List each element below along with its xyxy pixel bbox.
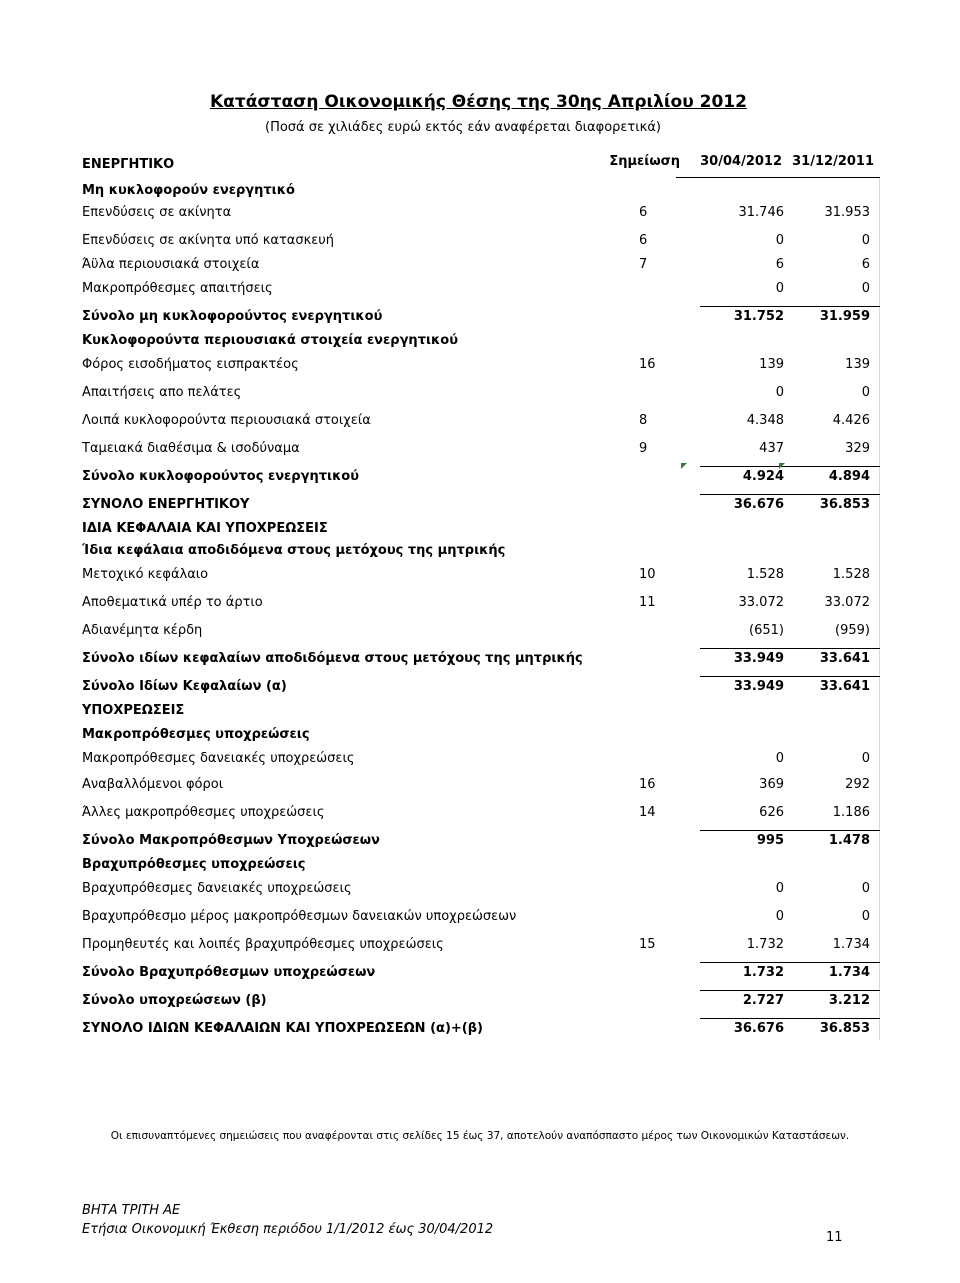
row-label: Βραχυπρόθεσμες δανειακές υποχρεώσεις — [82, 881, 352, 896]
row-note: 11 — [639, 595, 656, 610]
table-row — [82, 439, 880, 459]
row-label: ΣΥΝΟΛΟ ΕΝΕΡΓΗΤΙΚΟΥ — [82, 497, 250, 512]
row-note: 7 — [639, 257, 648, 272]
table-row — [82, 181, 880, 201]
row-label: Ίδια κεφάλαια αποδιδόμενα στους μετόχους της μητρικής — [82, 543, 506, 558]
row-note: 6 — [639, 205, 648, 220]
table-row — [82, 677, 880, 697]
row-label: Άϋλα περιουσιακά στοιχεία — [82, 257, 260, 272]
table-row — [82, 855, 880, 875]
table-row — [82, 383, 880, 403]
row-label: Μη κυκλοφορούν ενεργητικό — [82, 183, 295, 198]
footer-company: ΒΗΤΑ ΤΡΙΤΗ ΑΕ — [82, 1203, 181, 1218]
row-value-prior: 1.528 — [832, 567, 870, 582]
row-value-current: 2.727 — [742, 993, 784, 1008]
row-label: Προμηθευτές και λοιπές βραχυπρόθεσμες υποχρεώσεις — [82, 937, 444, 952]
row-label: Βραχυπρόθεσμο μέρος μακροπρόθεσμων δανειακών υποχρεώσεων — [82, 909, 517, 924]
footer-report-title: Ετήσια Οικονομική Έκθεση περιόδου 1/1/2012 έως 30/04/2012 — [82, 1222, 494, 1237]
row-label: Επενδύσεις σε ακίνητα — [82, 205, 232, 220]
row-label: Κυκλοφορούντα περιουσιακά στοιχεία ενεργητικού — [82, 333, 458, 348]
row-value-prior: 0 — [861, 909, 870, 924]
row-value-prior: 4.894 — [828, 469, 870, 484]
row-label: Αναβαλλόμενοι φόροι — [82, 777, 224, 792]
table-row — [82, 907, 880, 927]
table-row — [82, 701, 880, 721]
row-value-prior: 1.478 — [828, 833, 870, 848]
table-row — [82, 355, 880, 375]
table-row — [82, 255, 880, 275]
row-value-prior: 329 — [845, 441, 870, 456]
comment-marker-icon — [779, 463, 785, 469]
row-note: 8 — [639, 413, 648, 428]
table-row — [82, 467, 880, 487]
row-label: Σύνολο Ιδίων Κεφαλαίων (α) — [82, 679, 287, 694]
row-label: Άλλες μακροπρόθεσμες υποχρεώσεις — [82, 805, 325, 820]
footnote: Οι επισυναπτόμενες σημειώσεις που αναφέρονται στις σελίδες 15 έως 37, αποτελούν αναπόσπαστο μέρος των Οικονομικών Καταστάσεων. — [110, 1130, 850, 1142]
date-column-header-current: 30/04/2012 — [700, 154, 782, 169]
page-title: Κατάσταση Οικονομικής Θέσης της 30ης Απριλίου 2012 — [210, 92, 747, 112]
row-note: 14 — [639, 805, 656, 820]
row-label: ΙΔΙΑ ΚΕΦΑΛΑΙΑ ΚΑΙ ΥΠΟΧΡΕΩΣΕΙΣ — [82, 521, 328, 536]
row-value-current: 139 — [759, 357, 784, 372]
row-value-current: 1.732 — [746, 937, 784, 952]
table-row — [82, 775, 880, 795]
row-value-current: 0 — [775, 281, 784, 296]
row-value-prior: 31.953 — [824, 205, 870, 220]
table-row — [82, 203, 880, 223]
row-value-current: 36.676 — [733, 1021, 784, 1036]
row-note: 16 — [639, 777, 656, 792]
row-label: Σύνολο Μακροπρόθεσμων Υποχρεώσεων — [82, 833, 380, 848]
row-value-prior: 36.853 — [819, 497, 870, 512]
row-value-prior: 33.072 — [824, 595, 870, 610]
row-label: Σύνολο κυκλοφορούντος ενεργητικού — [82, 469, 360, 484]
row-value-current: 33.949 — [733, 651, 784, 666]
row-value-current: 369 — [759, 777, 784, 792]
table-row — [82, 565, 880, 585]
row-value-prior: 0 — [861, 233, 870, 248]
table-row — [82, 879, 880, 899]
date-column-header-prior: 31/12/2011 — [792, 154, 874, 169]
row-value-prior: 33.641 — [819, 651, 870, 666]
row-label: Μετοχικό κεφάλαιο — [82, 567, 209, 582]
row-note: 15 — [639, 937, 656, 952]
table-row — [82, 803, 880, 823]
row-value-prior: 33.641 — [819, 679, 870, 694]
row-value-prior: 0 — [861, 881, 870, 896]
row-label: Αποθεματικά υπέρ το άρτιο — [82, 595, 263, 610]
row-value-prior: 36.853 — [819, 1021, 870, 1036]
row-label: Λοιπά κυκλοφορούντα περιουσιακά στοιχεία — [82, 413, 371, 428]
row-value-prior: 1.734 — [828, 965, 870, 980]
row-value-prior: 0 — [861, 751, 870, 766]
row-value-current: 0 — [775, 233, 784, 248]
table-row — [82, 593, 880, 613]
row-value-current: 0 — [775, 751, 784, 766]
row-label: Μακροπρόθεσμες υποχρεώσεις — [82, 727, 310, 742]
row-label: Μακροπρόθεσμες απαιτήσεις — [82, 281, 273, 296]
row-value-current: 4.348 — [746, 413, 784, 428]
row-note: 9 — [639, 441, 648, 456]
note-column-header: Σημείωση — [609, 154, 680, 169]
row-value-prior: 1.734 — [832, 937, 870, 952]
table-row — [82, 411, 880, 431]
table-row — [82, 963, 880, 983]
row-value-prior: 292 — [845, 777, 870, 792]
row-value-prior: 31.959 — [819, 309, 870, 324]
row-value-current: 626 — [759, 805, 784, 820]
table-row — [82, 725, 880, 745]
row-value-prior: 1.186 — [832, 805, 870, 820]
table-row — [82, 831, 880, 851]
row-value-prior: 0 — [861, 385, 870, 400]
row-value-current: (651) — [749, 623, 784, 638]
row-value-current: 4.924 — [742, 469, 784, 484]
table-row — [82, 231, 880, 251]
row-label: Σύνολο μη κυκλοφορούντος ενεργητικού — [82, 309, 383, 324]
row-value-current: 0 — [775, 909, 784, 924]
page-number: 11 — [826, 1230, 843, 1245]
table-row — [82, 991, 880, 1011]
row-label: Σύνολο ιδίων κεφαλαίων αποδιδόμενα στους μετόχους της μητρικής — [82, 651, 583, 666]
row-value-current: 0 — [775, 881, 784, 896]
row-value-current: 36.676 — [733, 497, 784, 512]
row-label: Βραχυπρόθεσμες υποχρεώσεις — [82, 857, 306, 872]
table-row — [82, 749, 880, 769]
table-row — [82, 519, 880, 539]
row-value-current: 0 — [775, 385, 784, 400]
table-row — [82, 935, 880, 955]
row-value-current: 31.752 — [733, 309, 784, 324]
row-value-current: 31.746 — [738, 205, 784, 220]
table-row — [82, 541, 880, 561]
row-label: Σύνολο υποχρεώσεων (β) — [82, 993, 267, 1008]
table-row — [82, 307, 880, 327]
row-value-current: 33.072 — [738, 595, 784, 610]
row-label: Ταμειακά διαθέσιμα & ισοδύναμα — [82, 441, 300, 456]
row-value-prior: (959) — [835, 623, 870, 638]
row-value-prior: 6 — [861, 257, 870, 272]
row-label: Επενδύσεις σε ακίνητα υπό κατασκευή — [82, 233, 335, 248]
assets-heading: ΕΝΕΡΓΗΤΙΚΟ — [82, 157, 175, 172]
row-note: 16 — [639, 357, 656, 372]
row-value-prior: 139 — [845, 357, 870, 372]
row-label: Μακροπρόθεσμες δανειακές υποχρεώσεις — [82, 751, 355, 766]
row-value-current: 1.528 — [746, 567, 784, 582]
row-label: Αδιανέμητα κέρδη — [82, 623, 203, 638]
page-subtitle: (Ποσά σε χιλιάδες ευρώ εκτός εάν αναφέρεται διαφορετικά) — [265, 120, 661, 135]
row-value-current: 995 — [756, 833, 784, 848]
table-row — [82, 331, 880, 351]
row-label: ΥΠΟΧΡΕΩΣΕΙΣ — [82, 703, 185, 718]
row-label: Σύνολο Βραχυπρόθεσμων υποχρεώσεων — [82, 965, 376, 980]
row-value-prior: 0 — [861, 281, 870, 296]
row-value-current: 437 — [759, 441, 784, 456]
row-value-prior: 4.426 — [832, 413, 870, 428]
comment-marker-icon — [681, 463, 687, 469]
row-value-current: 1.732 — [742, 965, 784, 980]
row-label: Απαιτήσεις απο πελάτες — [82, 385, 242, 400]
table-row — [82, 1019, 880, 1039]
table-row — [82, 649, 880, 669]
row-label: ΣΥΝΟΛΟ ΙΔΙΩΝ ΚΕΦΑΛΑΙΩΝ ΚΑΙ ΥΠΟΧΡΕΩΣΕΩΝ (α)+(β) — [82, 1021, 483, 1036]
row-value-current: 33.949 — [733, 679, 784, 694]
table-row — [82, 495, 880, 515]
row-note: 6 — [639, 233, 648, 248]
table-row — [82, 621, 880, 641]
table-row — [82, 279, 880, 299]
row-note: 10 — [639, 567, 656, 582]
row-label: Φόρος εισοδήματος εισπρακτέος — [82, 357, 299, 372]
row-value-current: 6 — [775, 257, 784, 272]
row-value-prior: 3.212 — [828, 993, 870, 1008]
